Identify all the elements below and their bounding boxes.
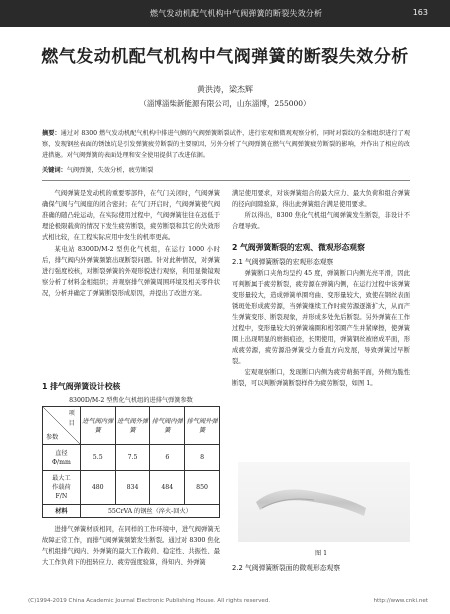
table-cell-material: 55CrVA 的钢丝（淬火-回火） (80, 505, 219, 518)
right-paragraph-1: 满足使用要求，对该弹簧组合的最大应力、最大负荷和组合弹簧的径向间隙验算，得出此弹簧组合满足使用要求。 (232, 190, 410, 208)
row-label (43, 471, 81, 505)
col-header: 排气阀外弹簧 (185, 407, 220, 445)
intro-paragraph-1: 气阀弹簧是发动机的重要零部件，在气门关闭时，气阀弹簧确保气阀与气阀座的闭合密封；在气门开启时，气阀弹簧使气阀准确的随凸轮运动，在实际使用过程中，气阀弹簧往往在远低于理论极限载荷的情况下发生疲劳断裂，疲劳断裂和其它的失效形式相比较，在工程实际应用中发生的机率更高。 (42, 190, 220, 241)
table-cell: 5.5 (80, 445, 115, 471)
table-cell: 850 (185, 471, 220, 505)
row-label (43, 445, 81, 471)
table-cell: 7.5 (115, 445, 150, 471)
after-table-paragraph: 进排气弹簧材质相同，在同样的工作环境中，进气阀弹簧无故障正常工作，而排气阀弹簧频繁发生断裂。通过对 8300 焦化气机组排气阀内、外弹簧的最大工作载荷、稳定性、共振性、最大工作负荷下的扭转应力、疲劳强度验算，得知内、外弹簧 (42, 526, 220, 566)
abstract-divider (42, 180, 410, 181)
section-2-heading: 2 气阀弹簧断裂的宏观、微观形态观察 (232, 243, 365, 252)
row-label: 材料 (43, 505, 81, 518)
fractured-spring-photo (238, 462, 410, 542)
right-column (232, 188, 410, 232)
col-header: 进气阀外弹簧 (115, 407, 150, 445)
table-row (43, 445, 220, 471)
keywords (42, 165, 410, 174)
table-cell: 8 (185, 445, 220, 471)
figure-1-caption: 图 1 (314, 550, 328, 557)
table-cell: 6 (150, 445, 185, 471)
section-1-heading: 1 排气阀弹簧设计校核 (42, 382, 121, 391)
running-head (0, 0, 450, 27)
corner-label-bottom: 参数 (46, 434, 59, 441)
page-number: 163 (412, 8, 428, 17)
table-row (43, 471, 220, 505)
affiliation: （淄博淄柴新能源有限公司，山东淄博，255000） (139, 99, 311, 108)
copyright-footer: (C)1994-2019 China Academic Journal Electronic Publishing House. All rights reserved. (28, 598, 271, 604)
table-cell: 480 (80, 471, 115, 505)
table-cell: 484 (150, 471, 185, 505)
col-header: 进气阀内弹簧 (80, 407, 115, 445)
keywords-text: 气阀弹簧，失效分析，疲劳断裂 (66, 167, 154, 174)
table-cell: 834 (115, 471, 150, 505)
spring-parameters-table (42, 406, 220, 518)
left-column-continued (42, 524, 220, 568)
section-2-2-heading: 2.2 气阀弹簧断裂面的微观形态观察 (232, 564, 341, 572)
row-label-line: F/N (55, 493, 68, 500)
running-head-title: 燃气发动机配气机构中气阀弹簧的断裂失效分析 (150, 9, 323, 18)
paper-title: 燃气发动机配气机构中气阀弹簧的断裂失效分析 (41, 47, 409, 67)
corner-label-mid: 目 (68, 420, 75, 427)
row-label-line: 作载荷 (52, 484, 71, 491)
col-header: 排气阀内弹簧 (150, 407, 185, 445)
authors: 黄洪涛，梁杰辉 (197, 85, 253, 94)
right-paragraph-3: 弹簧断口夹角均呈约 45 度，弹簧断口内侧光亮平滑，因此可判断属于疲劳断裂，疲劳源在弹簧内侧，在运行过程中该弹簧变形量较大，造成弹簧单圈弯曲、变形量较大，致使在钢丝表面锈斑处形成疲劳源，当弹簧继续工作时疲劳源逐渐扩大，从而产生弹簧变形、断裂现象，并形成多处先后断裂。另外弹簧在工作过程中，变形量较大的弹簧端圈和相邻圈产生并紧摩擦，使弹簧圈上出现明显的磨损痕迹，长期使用，弹簧钢丝被磨成平面，形成疲劳源，疲劳源沿弹簧受力垂直方向发展，导致弹簧过早断裂。 (232, 270, 410, 365)
intro-paragraph-2: 某电站 8300D/M-2 型焦化气机组，在运行 1000 小时后，排气阀内外弹簧频繁出现断裂问题。针对此种情况，对弹簧进行强度校核，对断裂弹簧的外观形貌进行观察，利用显微镜观察分析了材料金相组织；并观察排气弹簧周围环境及相关零件状况，分析并确定了弹簧断裂形成原因，并提出了改进方案。 (42, 246, 220, 297)
abstract-text: 通过对 8300 燃气发动机配气机构中排进气侧的气阀弹簧断裂试件，进行宏观和微观观察分析，同时对裂纹的金相组织进行了观察，发现钢丝表面的锈蚀坑是引发弹簧疲劳断裂的主要原因，另外分析了气阀弹簧在燃气气阀弹簧疲劳断裂的影响，并作出了相应的改进措施。对气阀弹簧的表面处理和安全使用提供了改进依据。 (42, 130, 411, 159)
table-caption: 8300D/M-2 型焦化气机组的进排气弹簧参数 (69, 397, 193, 404)
row-label-line: 直径 (55, 449, 68, 457)
abstract-label: 摘要： (42, 130, 61, 137)
right-paragraph-4: 宏观观察断口，发现断口内侧为疲劳萌损平面，外侧为脆性断裂，可以判断弹簧断裂样件为疲劳断裂，如图 1。 (232, 369, 410, 387)
keywords-label: 关键词： (42, 167, 67, 174)
right-column-body (232, 268, 410, 389)
abstract (42, 128, 410, 161)
left-column (42, 188, 220, 299)
section-2-1-heading: 2.1 气阀弹簧断裂的宏观形态观察 (232, 258, 334, 266)
table-row (43, 505, 220, 518)
footer-url: http://www.cnki.net (373, 598, 428, 604)
corner-label-top: 项 (68, 410, 75, 417)
table-header-row (43, 407, 220, 445)
right-paragraph-2: 所以得出，8300 焦化气机组气阀弹簧发生断裂，非设计不合理导致。 (232, 212, 410, 230)
figure-1-image (238, 462, 410, 542)
table-corner-cell (43, 407, 81, 445)
row-label-line: 最大工 (52, 475, 71, 482)
row-label-line: Φ/mm (51, 458, 71, 466)
